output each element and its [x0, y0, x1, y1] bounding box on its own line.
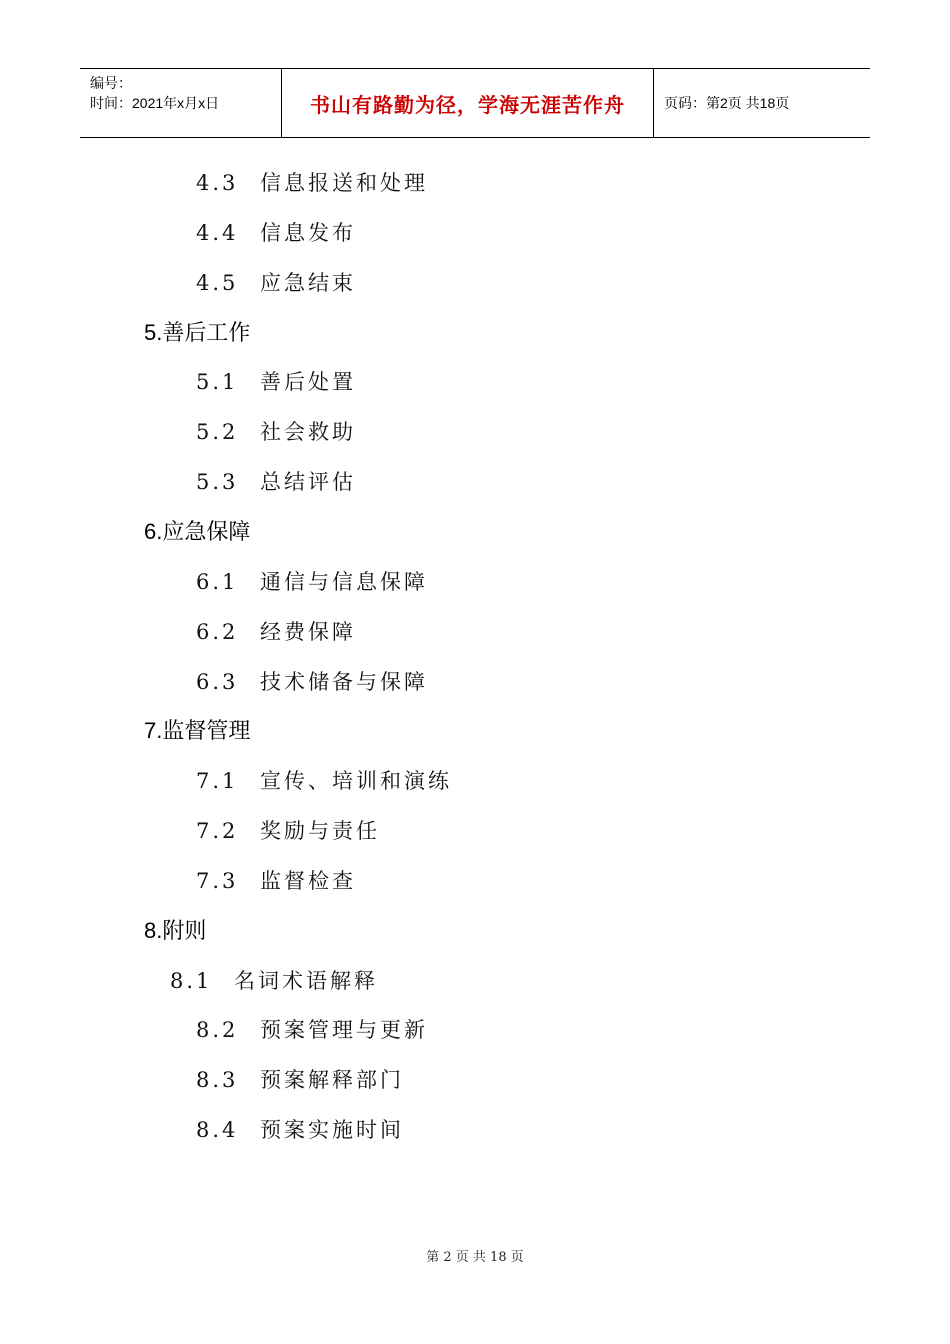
toc-subsection-item: [196, 268, 356, 298]
toc-item-label: 信息报送和处理: [260, 171, 428, 195]
page-footer: 第 2 页 共 18 页: [426, 1250, 524, 1265]
toc-item-label: 善后处置: [260, 370, 356, 395]
toc-item-label: 预案管理与更新: [260, 1018, 428, 1043]
toc-item-label: 奖励与责任: [260, 819, 380, 844]
toc-subsection-item: [170, 966, 378, 996]
toc-subsection-item: [196, 417, 356, 447]
document-number-label: 编号：: [90, 75, 132, 91]
toc-item-number: 8.3: [196, 1068, 239, 1093]
toc-item-number: 6.1: [196, 569, 239, 594]
toc-subsection-item: [196, 667, 428, 697]
toc-item-label: 信息发布: [260, 220, 356, 245]
toc-item-number: 7.1: [196, 769, 239, 794]
toc-item-number: 4.4: [196, 220, 239, 245]
toc-item-number: 8.2: [196, 1018, 239, 1043]
toc-item-label: 名词术语解释: [234, 968, 378, 993]
toc-item-label: 社会救助: [260, 420, 356, 445]
toc-subsection-item: [196, 1065, 404, 1095]
page-header: [80, 68, 870, 138]
toc-item-number: 7.3: [196, 868, 239, 893]
toc-item-label: 宣传、培训和演练: [260, 769, 452, 794]
toc-section-heading: 5.善后工作: [144, 319, 251, 345]
toc-subsection-item: [196, 1115, 404, 1145]
toc-section-heading: 6.应急保障: [144, 518, 251, 544]
toc-section-heading: 7.监督管理: [144, 718, 251, 744]
toc-section-heading: 8.附则: [144, 917, 207, 943]
toc-item-number: 4.5: [196, 270, 239, 295]
toc-subsection-item: [196, 567, 428, 597]
toc-item-label: 经费保障: [260, 619, 356, 644]
header-motto: 书山有路勤为径，学海无涯苦作舟: [282, 69, 654, 137]
toc-item-number: 8.1: [170, 968, 213, 993]
toc-item-label: 总结评估: [260, 470, 356, 495]
toc-subsection-item: [196, 1015, 428, 1045]
toc-item-number: 4.3: [196, 171, 239, 195]
toc-subsection-item: [196, 617, 356, 647]
header-page-info: 页码：第2页 共18页: [664, 95, 790, 111]
toc-item-label: 监督检查: [260, 868, 356, 893]
toc-subsection-item: [196, 467, 356, 497]
toc-item-label: 预案解释部门: [260, 1068, 404, 1093]
toc-item-label: 技术储备与保障: [260, 669, 428, 694]
toc-item-label: 通信与信息保障: [260, 569, 428, 594]
toc-item-label: 应急结束: [260, 270, 356, 295]
toc-subsection-item: [196, 367, 356, 397]
toc-item-number: 5.2: [196, 420, 239, 445]
toc-subsection-item: [196, 168, 428, 198]
toc-item-number: 5.1: [196, 370, 239, 395]
toc-item-number: 8.4: [196, 1118, 239, 1143]
toc-item-number: 5.3: [196, 470, 239, 495]
toc-item-number: 6.2: [196, 619, 239, 644]
header-info-cell: [80, 69, 282, 137]
toc-subsection-item: [196, 866, 356, 896]
toc-subsection-item: [196, 218, 356, 248]
toc-item-label: 预案实施时间: [260, 1118, 404, 1143]
toc-item-number: 6.3: [196, 669, 239, 694]
toc-subsection-item: [196, 816, 380, 846]
document-date: 时间：2021年x月x日: [90, 95, 220, 111]
toc-item-number: 7.2: [196, 819, 239, 844]
toc-subsection-item: [196, 766, 452, 796]
